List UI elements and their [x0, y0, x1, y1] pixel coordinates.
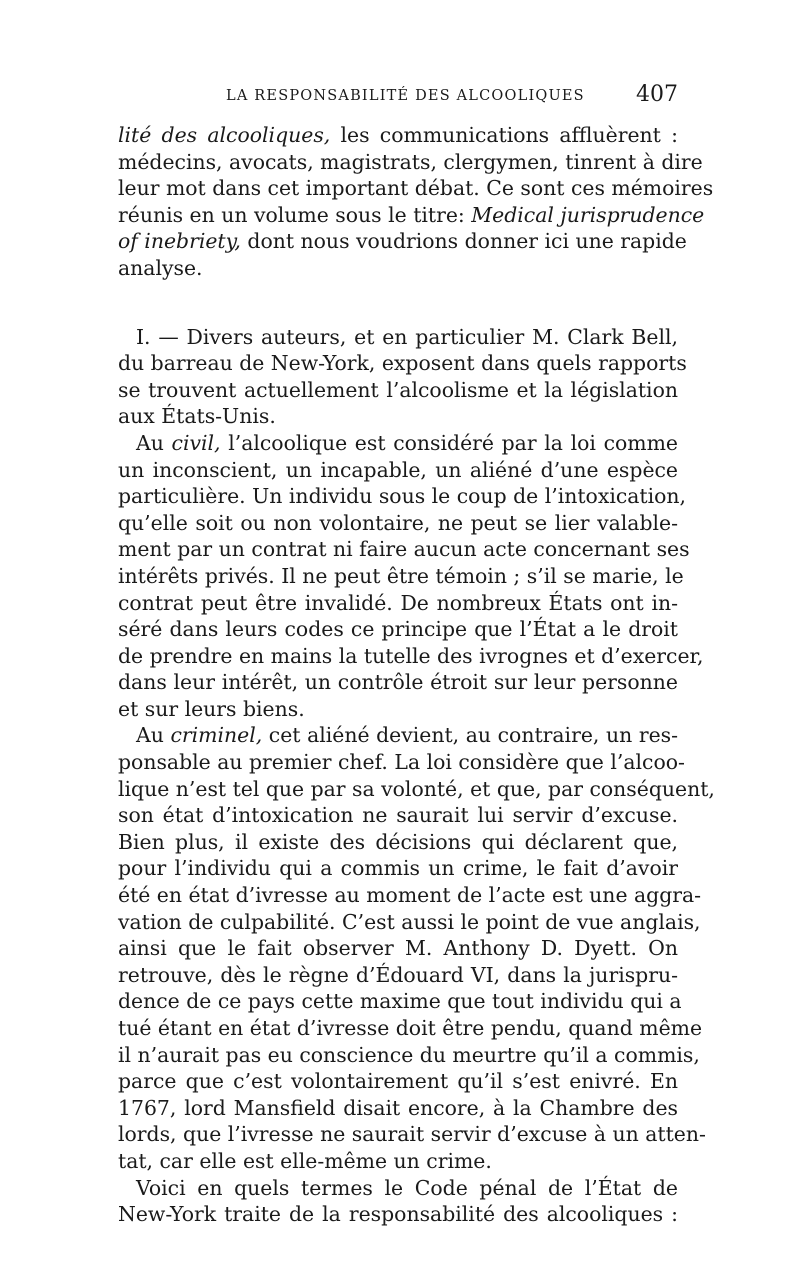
- text-line: son état d’intoxication ne saurait lui servir d’excuse.: [118, 803, 678, 828]
- text-line: de prendre en mains la tutelle des ivrognes et d’exercer,: [118, 643, 704, 668]
- text-line: qu’elle soit ou non volontaire, ne peut se lier valable-: [118, 510, 678, 535]
- section-gap: [118, 282, 678, 324]
- text-line: Voici en quels termes le Code pénal de l’État de: [136, 1175, 678, 1200]
- italic-term: lité des alcooliques,: [118, 123, 331, 147]
- line-text: l’alcoolique est considéré par la loi comme: [220, 430, 678, 455]
- text-line: I. — Divers auteurs, et en particulier M. Clark Bell,: [136, 324, 678, 349]
- text-line: [118, 122, 678, 149]
- text-line: il n’aurait pas eu conscience du meurtre qu’il a commis,: [118, 1042, 700, 1067]
- text-line: séré dans leurs codes ce principe que l’État a le droit: [118, 617, 678, 642]
- running-head: [118, 82, 678, 122]
- text-line: dence de ce pays cette maxime que tout individu qui a: [118, 989, 682, 1014]
- line-text: les communications affluèrent :: [330, 123, 678, 147]
- text-line: ainsi que le fait observer M. Anthony D. Dyett. On: [118, 936, 678, 961]
- line-text: Au: [136, 430, 172, 455]
- text-line: tat, car elle est elle-même un crime.: [118, 1148, 492, 1173]
- paragraph-1: [118, 122, 714, 282]
- text-line: intérêts privés. Il ne peut être témoin ; s’il se marie, le: [118, 563, 684, 588]
- line-text: réunis en un volume sous le titre:: [118, 202, 472, 227]
- text-line: particulière. Un individu sous le coup de l’intoxication,: [118, 484, 687, 509]
- text-line: été en état d’ivresse au moment de l’acte est une aggra-: [118, 883, 702, 908]
- italic-title: of inebriety,: [118, 229, 241, 254]
- paragraph-5: [118, 1175, 678, 1228]
- text-line: Bien plus, il existe des décisions qui déclarent que,: [118, 829, 678, 854]
- text-line: tué étant en état d’ivresse doit être pendu, quand même: [118, 1016, 703, 1040]
- body-text: [118, 122, 715, 1228]
- paragraph-2: [118, 324, 687, 430]
- text-line: et sur leurs biens.: [118, 696, 305, 721]
- line-text: dont nous voudrions donner ici une rapide: [240, 229, 687, 254]
- paragraph-4: [118, 722, 715, 1174]
- text-line: lique n’est tel que par sa volonté, et que, par conséquent,: [118, 776, 715, 801]
- line-text: Au: [136, 723, 171, 748]
- text-line: 1767, lord Mansfield disait encore, à la Chambre des: [118, 1095, 678, 1120]
- text-line: [118, 430, 678, 457]
- text-line: parce que c’est volontairement qu’il s’est enivré. En: [118, 1069, 678, 1094]
- page-number: 407: [636, 82, 678, 107]
- text-line: ment par un contrat ni faire aucun acte concernant ses: [118, 537, 690, 562]
- text-line: du barreau de New-York, exposent dans quels rapports: [118, 351, 687, 376]
- italic-term: civil,: [171, 430, 221, 455]
- text-line: analyse.: [118, 255, 203, 280]
- text-line: vation de culpabilité. C’est aussi le point de vue anglais,: [118, 909, 701, 934]
- italic-title: Medical jurisprudence: [471, 202, 705, 227]
- book-page: [118, 82, 715, 1228]
- text-line: lords, que l’ivresse ne saurait servir d’excuse à un atten-: [118, 1122, 706, 1147]
- text-line: aux États-Unis.: [118, 404, 276, 429]
- text-line: dans leur intérêt, un contrôle étroit sur leur personne: [118, 670, 678, 695]
- text-line: New-York traite de la responsabilité des alcooliques :: [118, 1202, 678, 1227]
- line-text: cet aliéné devient, au contraire, un res-: [262, 723, 678, 748]
- text-line: un inconscient, un incapable, un aliéné d’une espèce: [118, 457, 678, 482]
- text-line: [118, 722, 678, 749]
- text-line: leur mot dans cet important débat. Ce sont ces mémoires: [118, 176, 714, 201]
- running-title: LA RESPONSABILITÉ DES ALCOOLIQUES: [226, 88, 585, 104]
- text-line: médecins, avocats, magistrats, clergymen, tinrent à dire: [118, 149, 703, 174]
- text-line: [118, 228, 687, 255]
- text-line: ponsable au premier chef. La loi considère que l’alcoo-: [118, 750, 685, 775]
- text-line: contrat peut être invalidé. De nombreux États ont in-: [118, 590, 678, 615]
- text-line: retrouve, dès le règne d’Édouard VI, dans la jurispru-: [118, 962, 678, 987]
- text-line: pour l’individu qui a commis un crime, le fait d’avoir: [118, 856, 678, 881]
- text-line: se trouvent actuellement l’alcoolisme et la législation: [118, 377, 678, 402]
- paragraph-3: [118, 430, 704, 723]
- text-line: [118, 202, 705, 229]
- italic-term: criminel,: [170, 723, 263, 748]
